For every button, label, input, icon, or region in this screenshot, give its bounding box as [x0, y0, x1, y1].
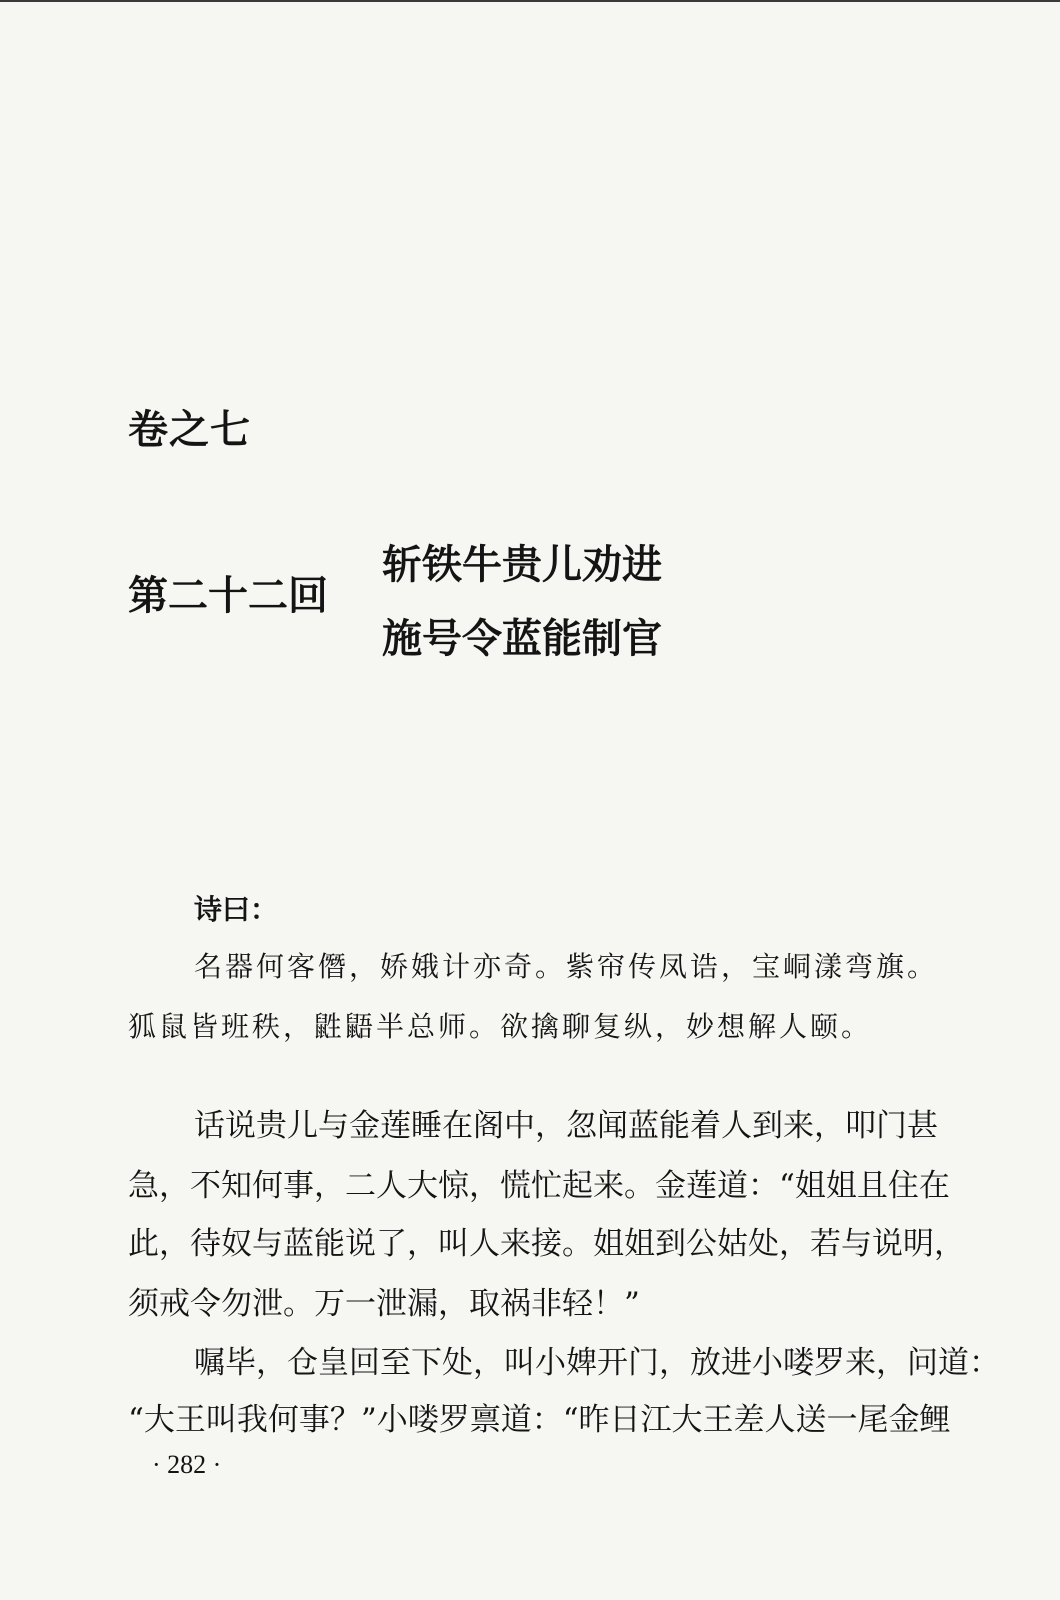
body-line-1: 话说贵儿与金莲睡在阁中，忽闻蓝能着人到来，叩门甚 [194, 1108, 938, 1144]
chapter-number: 第二十二回 [128, 573, 328, 619]
poem-line-1: 名器何客僭，娇娥计亦奇。紫帘传凤诰，宝峒漾弯旗。 [194, 950, 939, 983]
chapter-title-line-1: 斩铁牛贵儿劝进 [382, 542, 662, 588]
volume-title: 卷之七 [128, 407, 251, 453]
body-line-5: 嘱毕，仓皇回至下处，叫小婢开门，放进小喽罗来，问道： [194, 1345, 1000, 1381]
poem-label: 诗曰： [194, 893, 279, 926]
top-border-line [0, 0, 1060, 2]
page-number: · 282 · [152, 1450, 222, 1479]
body-line-2: 急，不知何事，二人大惊，慌忙起来。金莲道：“姐姐且住在 [128, 1168, 950, 1204]
chapter-title-line-2: 施号令蓝能制官 [382, 616, 662, 662]
body-line-3: 此，待奴与蓝能说了，叫人来接。姐姐到公姑处，若与说明， [128, 1226, 965, 1262]
body-line-6: “大王叫我何事？”小喽罗禀道：“昨日江大王差人送一尾金鲤 [128, 1402, 951, 1438]
poem-line-2: 狐鼠皆班秩，鼪鼯半总师。欲擒聊复纵，妙想解人颐。 [128, 1010, 873, 1043]
body-line-4: 须戒令勿泄。万一泄漏，取祸非轻！” [128, 1286, 640, 1322]
